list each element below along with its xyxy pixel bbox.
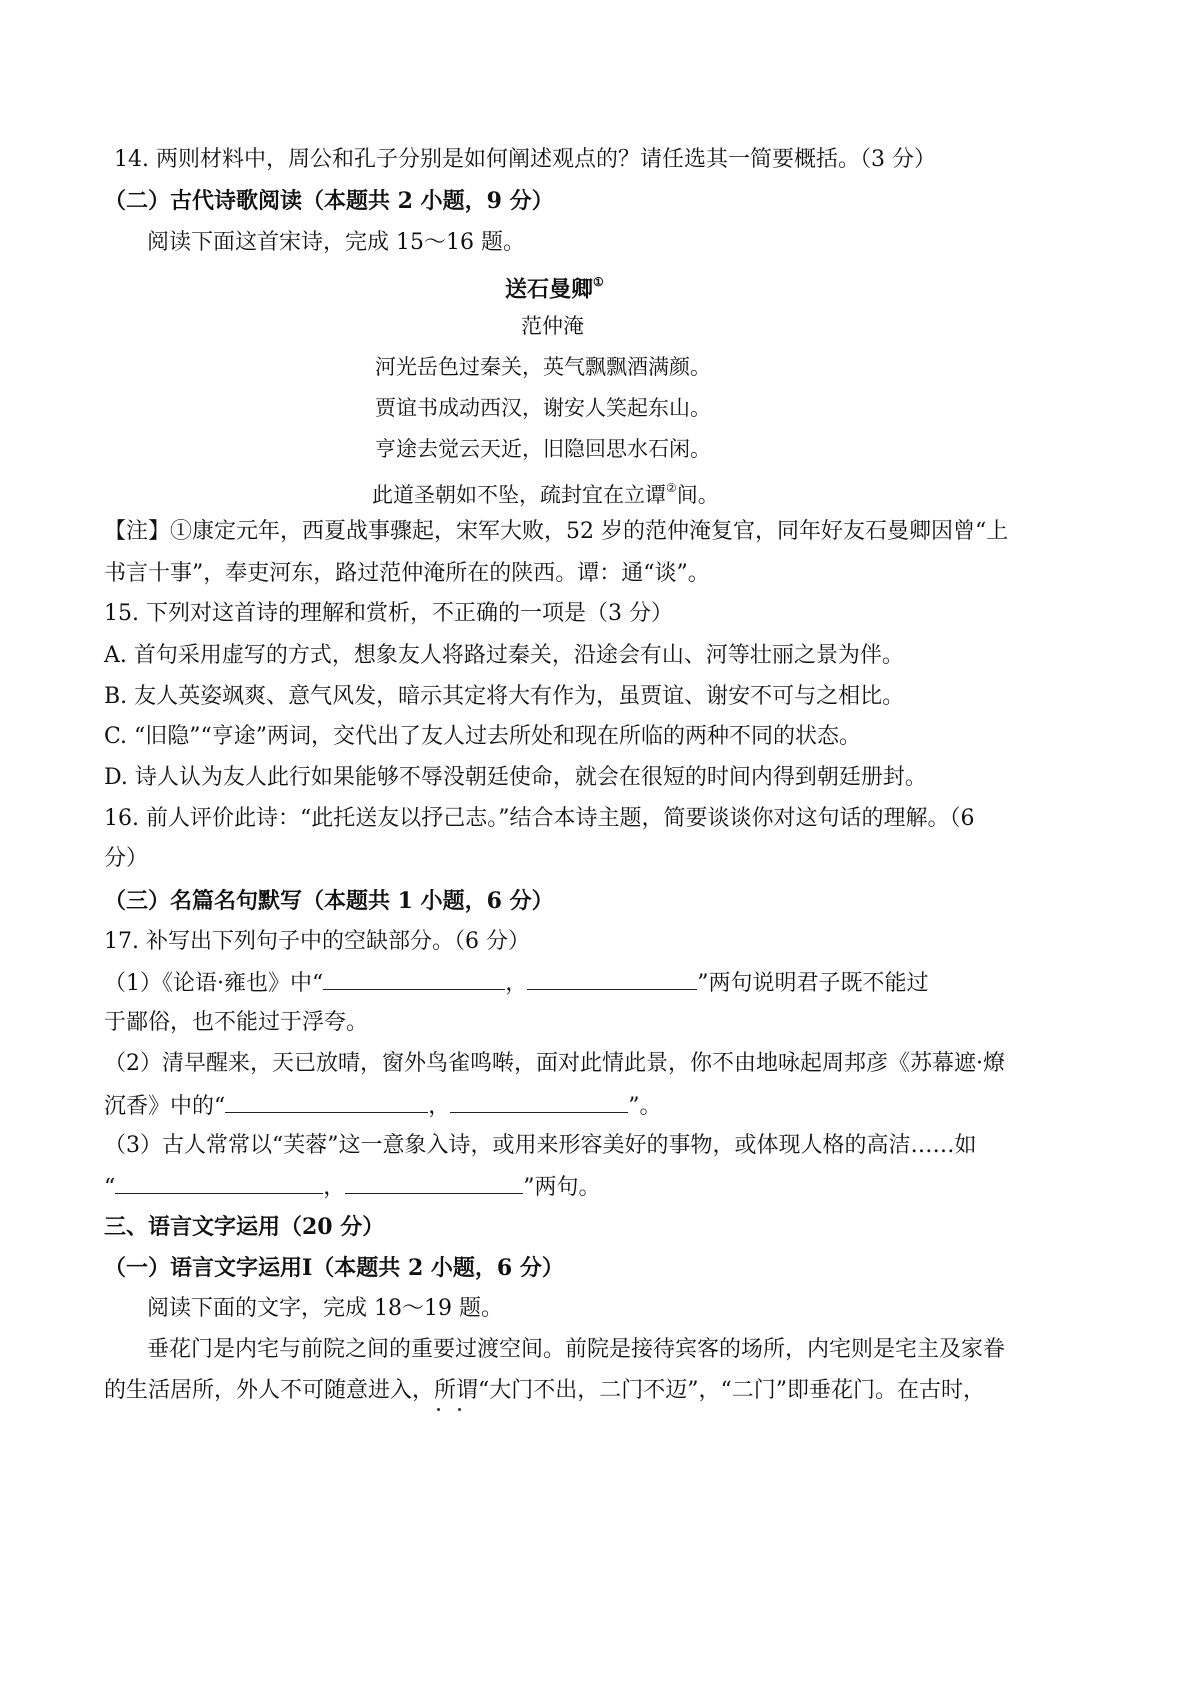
poem-line: 河光岳色过秦关，英气飘飘酒满颜。 [375, 355, 711, 379]
q17-2-suffix: ”。 [628, 1094, 662, 1119]
passage-line: 垂花门是内宅与前院之间的重要过渡空间。前院是接待宾客的场所，内宅则是宅主及家眷 [147, 1337, 1006, 1362]
emphasis-dot [437, 1408, 440, 1411]
poem-line-last [372, 475, 719, 510]
q17-1-prefix: （1）《论语·雍也》中“ [104, 971, 324, 996]
answer-blank[interactable] [345, 1171, 523, 1194]
option-c: C. “旧隐”“亨途”两词，交代出了友人过去所处和现在所临的两种不同的状态。 [104, 724, 862, 749]
poem-line-footnote: ② [666, 481, 677, 495]
answer-blank[interactable] [527, 967, 697, 990]
option-b: B. 友人英姿飒爽、意气风发，暗示其定将大有作为，虽贾谊、谢安不可与之相比。 [104, 684, 905, 709]
poem-line-end: 间。 [676, 483, 719, 507]
q17-1-suffix: ”两句说明君子既不能过 [697, 971, 929, 996]
question-15: 15. 下列对这首诗的理解和赏析，不正确的一项是（3 分） [104, 601, 673, 626]
poem-author: 范仲淹 [521, 314, 584, 338]
question-17-1 [104, 967, 929, 999]
part-heading-3: 三、语言文字运用（20 分） [104, 1214, 385, 1240]
section-heading-recite: （三）名篇名句默写（本题共 1 小题，6 分） [104, 888, 554, 914]
emphasis-dot [458, 1408, 461, 1411]
question-17-2-cont [104, 1090, 662, 1122]
q17-3-comma: ， [323, 1175, 346, 1200]
language-instruction: 阅读下面的文字，完成 18～19 题。 [147, 1296, 503, 1321]
passage-line: 的生活居所，外人不可随意进入，所谓“大门不出，二门不迈”，“二门”即垂花门。在古时， [104, 1378, 985, 1403]
question-17-3: （3）古人常常以“芙蓉”这一意象入诗，或用来形容美好的事物，或体现人格的高洁……如 [104, 1133, 977, 1158]
q17-3-suffix: ”两句。 [523, 1175, 601, 1200]
q17-2-prefix: 沉香》中的“ [104, 1094, 226, 1119]
q17-1-comma: ， [505, 971, 528, 996]
question-14: 14. 两则材料中，周公和孔子分别是如何阐述观点的？请任选其一简要概括。（3 分） [114, 147, 936, 172]
poem-title-footnote: ① [593, 275, 604, 289]
option-a: A. 首句采用虚写的方式，想象友人将路过秦关，沿途会有山、河等壮丽之景为伴。 [104, 643, 904, 668]
q17-3-prefix: “ [104, 1175, 116, 1200]
question-17-3-cont [104, 1171, 601, 1203]
answer-blank[interactable] [450, 1090, 628, 1113]
answer-blank[interactable] [115, 1171, 323, 1194]
poem-line: 亨途去觉云天近，旧隐回思水石闲。 [375, 437, 711, 461]
poem-title [505, 269, 604, 304]
poem-line: 贾谊书成动西汉，谢安人笑起东山。 [375, 396, 711, 420]
answer-blank[interactable] [323, 967, 505, 990]
question-17-1-cont: 于鄙俗，也不能过于浮夸。 [104, 1010, 369, 1035]
answer-blank[interactable] [225, 1090, 428, 1113]
poem-note-cont: 书言十事”，奉吏河东，路过范仲淹所在的陕西。谭：通“谈”。 [104, 561, 710, 586]
question-16-cont: 分） [104, 846, 149, 871]
question-16: 16. 前人评价此诗：“此托送友以抒己志。”结合本诗主题，简要谈谈你对这句话的理解。（6 [104, 806, 975, 831]
option-d: D. 诗人认为友人此行如果能够不辱没朝廷使命，就会在很短的时间内得到朝廷册封。 [104, 765, 927, 790]
question-17: 17. 补写出下列句子中的空缺部分。（6 分） [104, 929, 530, 954]
poem-line-text: 此道圣朝如不坠，疏封宜在立谭 [372, 483, 666, 507]
section-heading-language: （一）语言文字运用Ⅰ（本题共 2 小题，6 分） [104, 1255, 564, 1281]
question-17-2: （2）清早醒来，天已放晴，窗外鸟雀鸣啭，面对此情此景，你不由地咏起周邦彦《苏幕遮·燎 [104, 1051, 1005, 1076]
section-heading-poetry: （二）古代诗歌阅读（本题共 2 小题，9 分） [104, 188, 554, 214]
q17-2-comma: ， [428, 1094, 451, 1119]
poem-title-text: 送石曼卿 [505, 276, 594, 303]
poetry-instruction: 阅读下面这首宋诗，完成 15～16 题。 [147, 230, 525, 255]
poem-note: 【注】①康定元年，西夏战事骤起，宋军大败，52 岁的范仲淹复官，同年好友石曼卿因曾“上 [104, 519, 1009, 544]
